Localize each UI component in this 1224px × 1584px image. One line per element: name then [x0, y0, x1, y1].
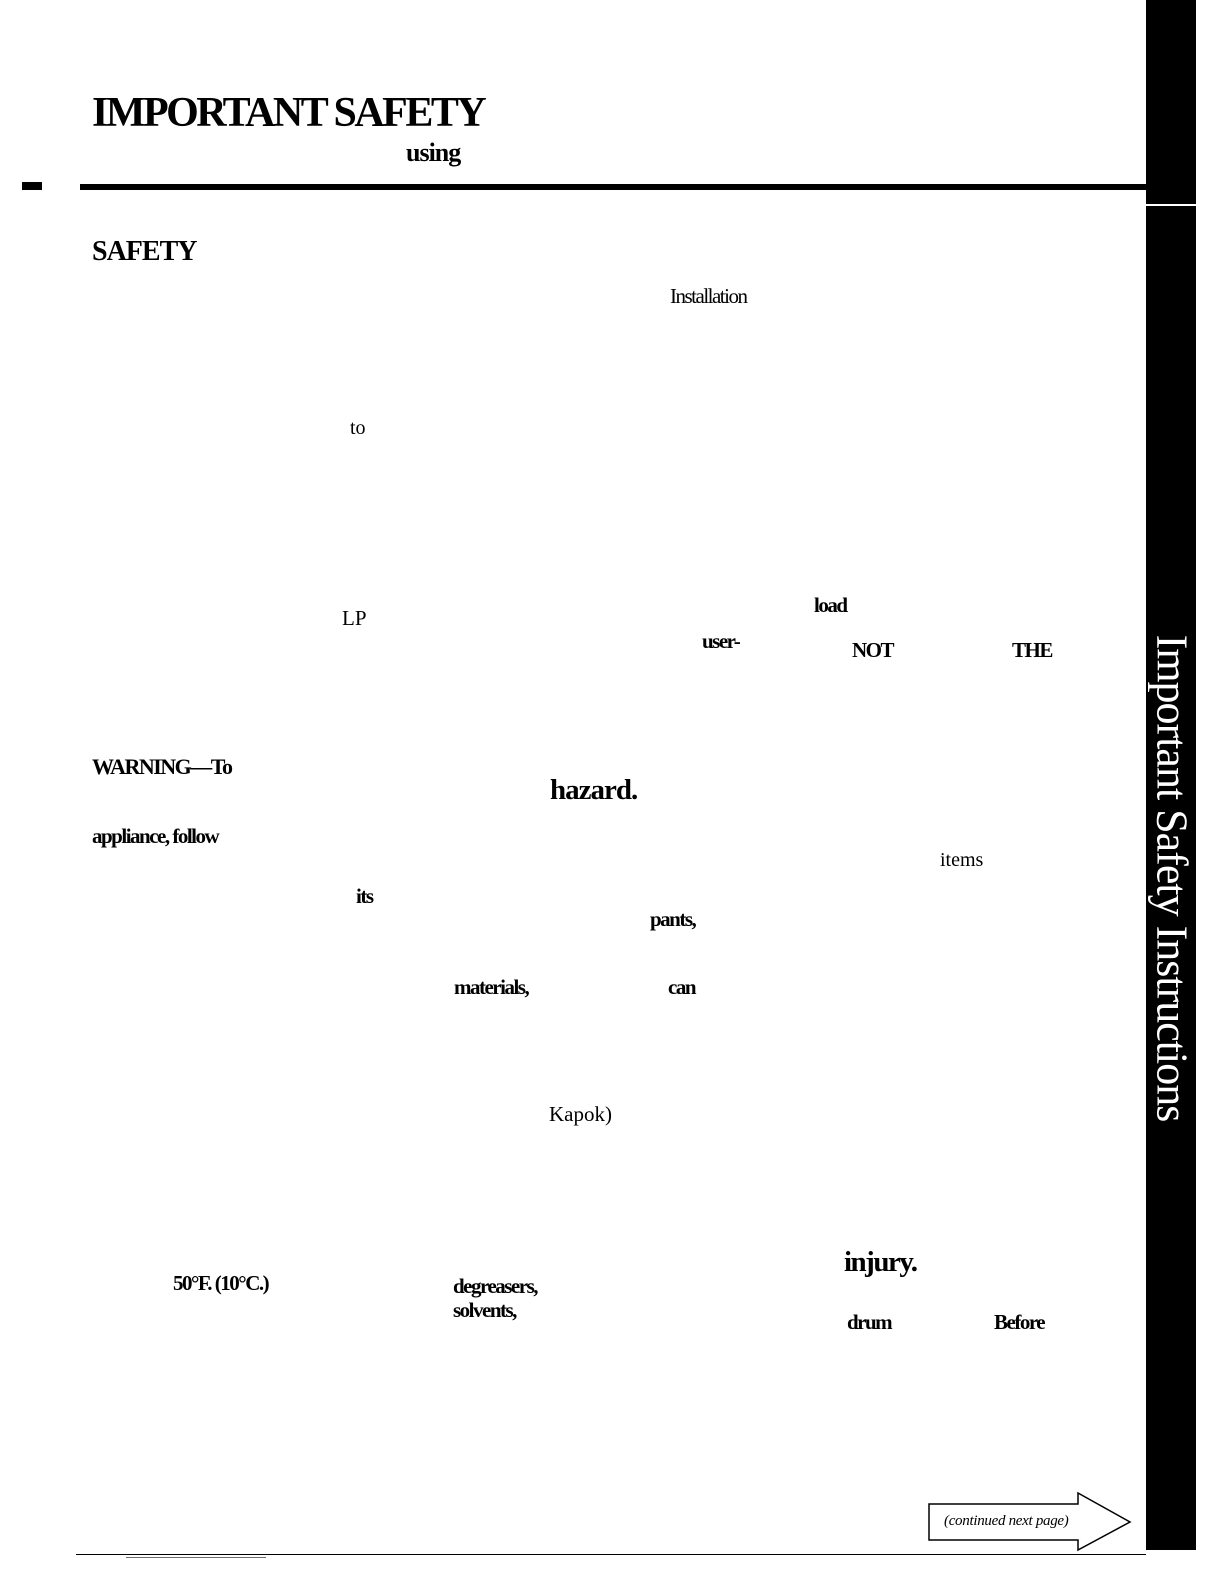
text-fragment-injury: injury.: [844, 1246, 917, 1278]
text-fragment-degreasers: degreasers,: [453, 1274, 537, 1298]
text-fragment-materials: materials,: [454, 975, 529, 999]
text-fragment-to: to: [350, 417, 366, 439]
text-fragment-drum: drum: [847, 1310, 892, 1334]
text-fragment-the: THE: [1012, 638, 1052, 662]
text-fragment-not: NOT: [852, 638, 894, 662]
text-fragment-user: user-: [702, 629, 740, 653]
text-fragment-solvents: solvents,: [453, 1298, 516, 1322]
header-rule: [80, 184, 1146, 190]
warning-label: WARNING—To: [92, 754, 232, 779]
text-fragment-installation: Installation: [670, 284, 747, 308]
text-fragment-its: its: [356, 884, 373, 908]
margin-mark: [22, 182, 42, 190]
text-fragment-lp: LP: [342, 606, 367, 630]
sidebar-label-text: Important Safety Instructions: [1147, 634, 1197, 1122]
text-fragment-hazard: hazard.: [550, 774, 638, 806]
text-fragment-before: Before: [994, 1310, 1045, 1334]
sidebar-label: [1146, 206, 1196, 1550]
text-fragment-temperature: 50°F. (10°C.): [173, 1271, 269, 1295]
text-fragment-pants: pants,: [650, 907, 696, 931]
text-fragment-appliance-follow: appliance, follow: [92, 824, 219, 848]
footer-rule: [76, 1554, 1146, 1555]
text-fragment-items: items: [940, 849, 984, 871]
page-subtitle: using: [406, 138, 461, 167]
text-fragment-load: load: [814, 593, 847, 617]
section-heading: SAFETY: [92, 236, 197, 267]
text-fragment-can: can: [668, 975, 695, 999]
footer-accent-line: [126, 1557, 266, 1558]
continued-next-page[interactable]: (continued next page): [944, 1513, 1069, 1529]
page-title: IMPORTANT SAFETY: [92, 90, 485, 136]
sidebar-tab-top: [1146, 0, 1196, 204]
text-fragment-kapok: Kapok): [549, 1102, 612, 1126]
